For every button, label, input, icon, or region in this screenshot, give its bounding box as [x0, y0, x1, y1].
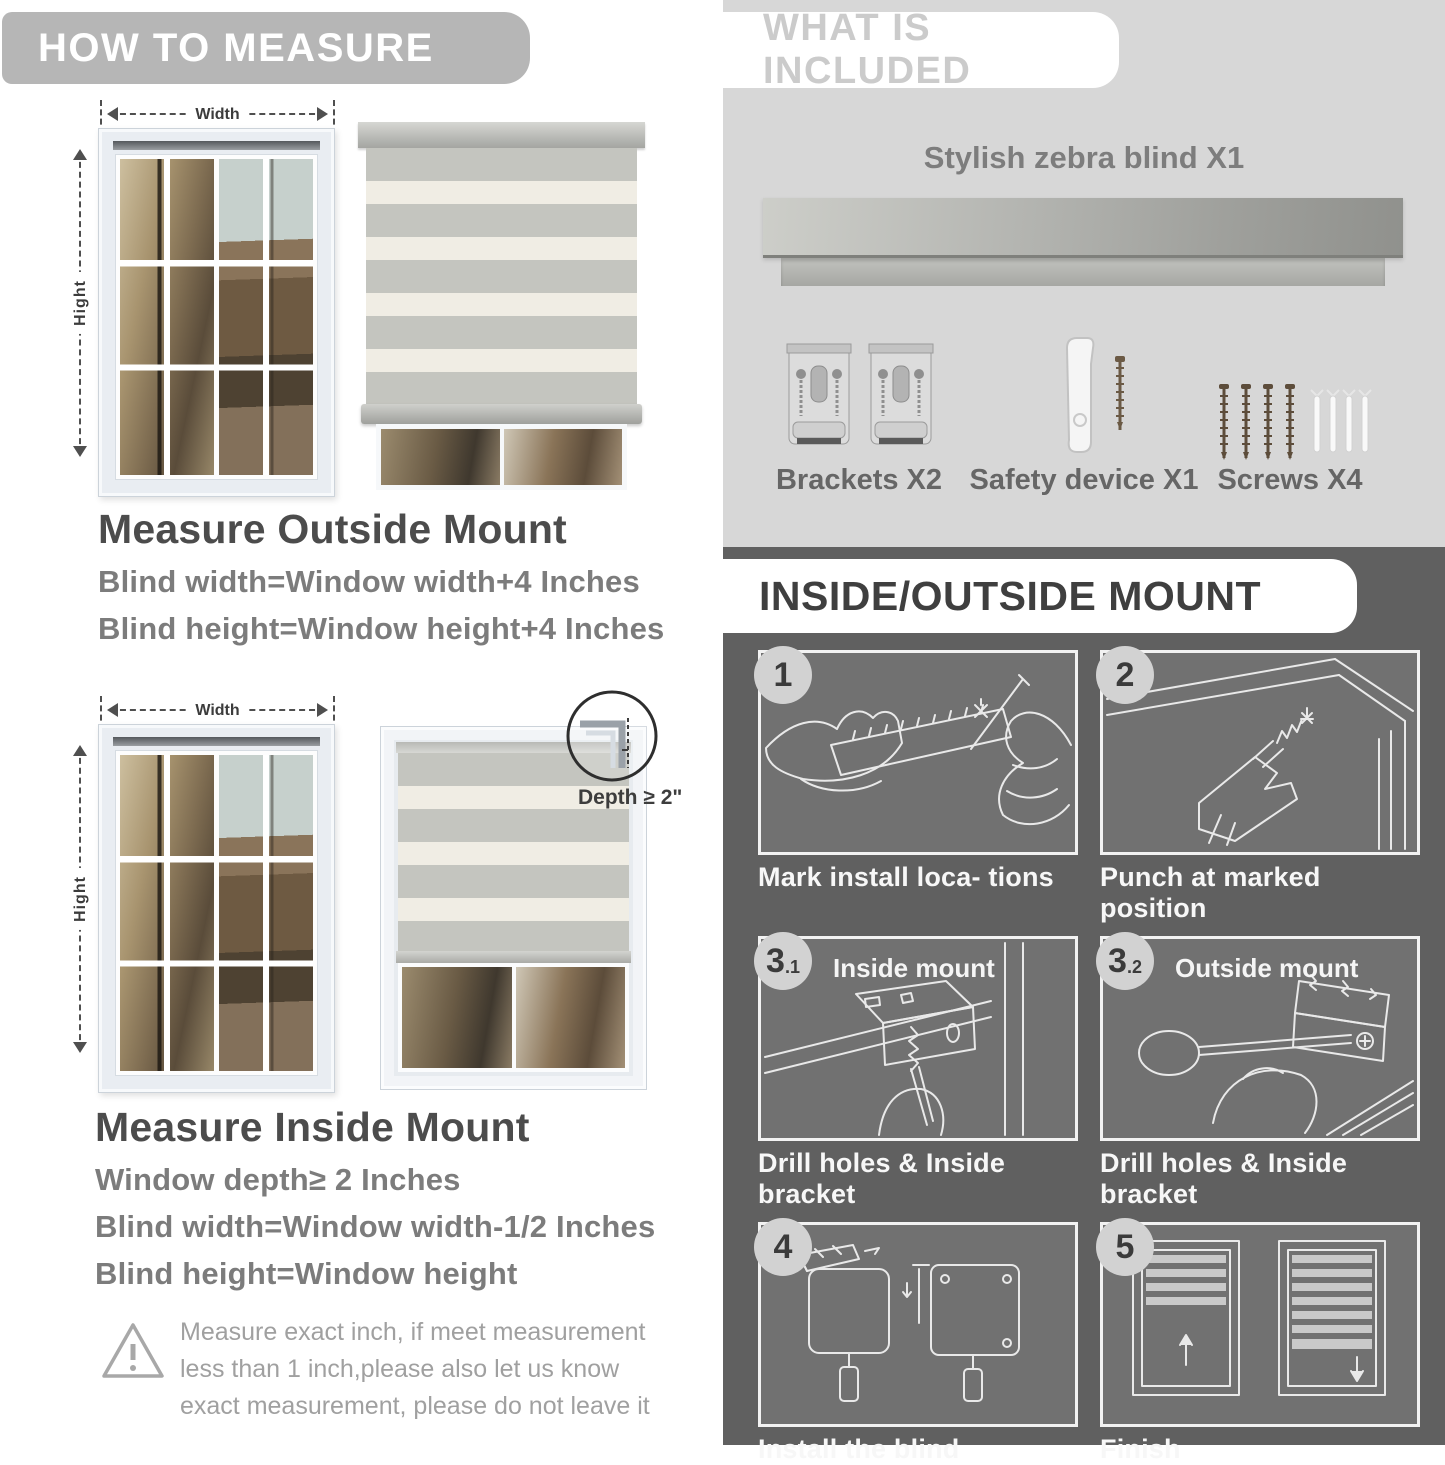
outside-mount-title: Measure Outside Mount	[98, 506, 567, 552]
screws-label: Screws X4	[1217, 464, 1363, 496]
screw-icon	[1241, 384, 1251, 460]
safety-device-icon	[1053, 334, 1143, 462]
window-sash	[120, 159, 214, 475]
window-sash	[219, 159, 313, 475]
safety-device-label: Safety device X1	[969, 464, 1199, 496]
screw-icon	[1263, 384, 1273, 460]
blind-item-label: Stylish zebra blind X1	[923, 140, 1245, 175]
screws-and-anchors-icon	[1217, 382, 1377, 472]
step-3-2	[1100, 936, 1420, 1210]
mount-section-title: INSIDE/OUTSIDE MOUNT	[759, 572, 1262, 619]
screw-icon	[1219, 384, 1229, 460]
outside-mount-text	[98, 506, 664, 647]
step-3-1-panel	[758, 936, 1078, 1141]
step-number-badge: 3 .2	[1096, 932, 1154, 990]
window-head-rail	[113, 141, 320, 150]
step-5-panel	[1100, 1222, 1420, 1427]
step-3-1-title: Inside mount	[833, 953, 995, 983]
step-number-badge: 2	[1096, 646, 1154, 704]
what-is-included-header	[723, 7, 1119, 92]
what-is-included-section	[723, 0, 1445, 547]
blind-headrail-photo	[763, 198, 1403, 258]
blind-headrail-valance	[781, 258, 1385, 286]
mount-steps-grid	[758, 650, 1420, 1465]
height-arrow-outside	[70, 142, 92, 464]
step-1-caption: Mark install loca- tions	[758, 862, 1054, 892]
depth-magnifier-icon	[564, 688, 660, 784]
inside-mount-line3: Blind height=Window height	[95, 1256, 518, 1291]
window-glass	[381, 429, 500, 485]
how-to-measure-title: HOW TO MEASURE	[38, 25, 434, 70]
depth-label: Depth ≥ 2"	[578, 786, 683, 809]
window-below-blind	[376, 424, 627, 490]
outside-mount-line2: Blind height=Window height+4 Inches	[98, 611, 665, 646]
inside-mount-text	[95, 1104, 655, 1292]
how-to-measure-header	[2, 12, 530, 84]
how-to-measure-section	[0, 0, 723, 1445]
width-arrow-inside	[100, 700, 335, 722]
brackets-label: Brackets X2	[775, 464, 943, 496]
blind-headrail	[358, 122, 645, 148]
mount-section-header	[723, 559, 1357, 633]
step-number-badge: 3 .1	[754, 932, 812, 990]
inside-mount-line1: Window depth≥ 2 Inches	[95, 1162, 461, 1197]
step-2-caption: Punch at marked position	[1100, 862, 1321, 923]
step-1	[758, 650, 1078, 924]
step-4-panel	[758, 1222, 1078, 1427]
window-sash	[120, 755, 214, 1071]
window-sashes	[115, 750, 318, 1076]
width-arrow-outside	[100, 104, 335, 126]
step-3-1	[758, 936, 1078, 1210]
step-number-badge: 4	[754, 1218, 812, 1276]
height-arrow-inside	[70, 738, 92, 1060]
blind-bottom-rail	[396, 951, 631, 963]
step-3-2-panel	[1100, 936, 1420, 1141]
window-photo-inside	[98, 724, 335, 1093]
step-3-1-caption: Drill holes & Inside bracket	[758, 1148, 1006, 1209]
step-number-badge: 5	[1096, 1218, 1154, 1276]
what-is-included-title: WHAT IS INCLUDED	[763, 7, 972, 92]
step-3-2-caption: Drill holes & Inside bracket	[1100, 1148, 1348, 1209]
bracket-icon	[785, 338, 935, 458]
step-5	[1100, 1222, 1420, 1465]
step-1-panel	[758, 650, 1078, 855]
window-glass	[504, 429, 623, 485]
width-label: Width	[187, 106, 247, 124]
height-label: Hight	[70, 272, 92, 334]
window-below-blind	[398, 963, 629, 1072]
outside-mount-line1: Blind width=Window width+4 Inches	[98, 564, 640, 599]
width-label: Width	[187, 702, 247, 720]
window-sashes	[115, 154, 318, 480]
step-3-2-title: Outside mount	[1175, 953, 1359, 983]
screw-icon	[1115, 356, 1125, 430]
window-head-rail	[113, 737, 320, 746]
blind-bottom-rail	[361, 404, 642, 424]
step-4-caption: Install the blind	[758, 1434, 960, 1464]
zebra-blind-outside-mount-photo	[358, 122, 645, 492]
warning-triangle-icon	[100, 1320, 166, 1382]
height-label: Hight	[70, 868, 92, 930]
inside-mount-title: Measure Inside Mount	[95, 1104, 530, 1150]
screw-icon	[1285, 384, 1295, 460]
window-glass	[402, 967, 512, 1068]
step-2-panel	[1100, 650, 1420, 855]
measure-note: Measure exact inch, if meet measurement less than 1 inch,please also let us know exact measurement, please do not leave it	[180, 1318, 650, 1420]
wall-anchor-icon	[1343, 390, 1355, 452]
step-2	[1100, 650, 1420, 924]
window-sash	[219, 755, 313, 1071]
inside-mount-line2: Blind width=Window width-1/2 Inches	[95, 1209, 656, 1244]
wall-anchor-icon	[1327, 390, 1339, 452]
wall-anchor-icon	[1311, 390, 1323, 452]
mount-steps-section	[723, 547, 1445, 1464]
blind-fabric	[366, 148, 637, 404]
step-4	[758, 1222, 1078, 1465]
step-number-badge: 1	[754, 646, 812, 704]
window-glass	[516, 967, 626, 1068]
step-5-caption: Finish	[1100, 1434, 1181, 1464]
wall-anchor-icon	[1359, 390, 1371, 452]
window-photo-outside	[98, 128, 335, 497]
